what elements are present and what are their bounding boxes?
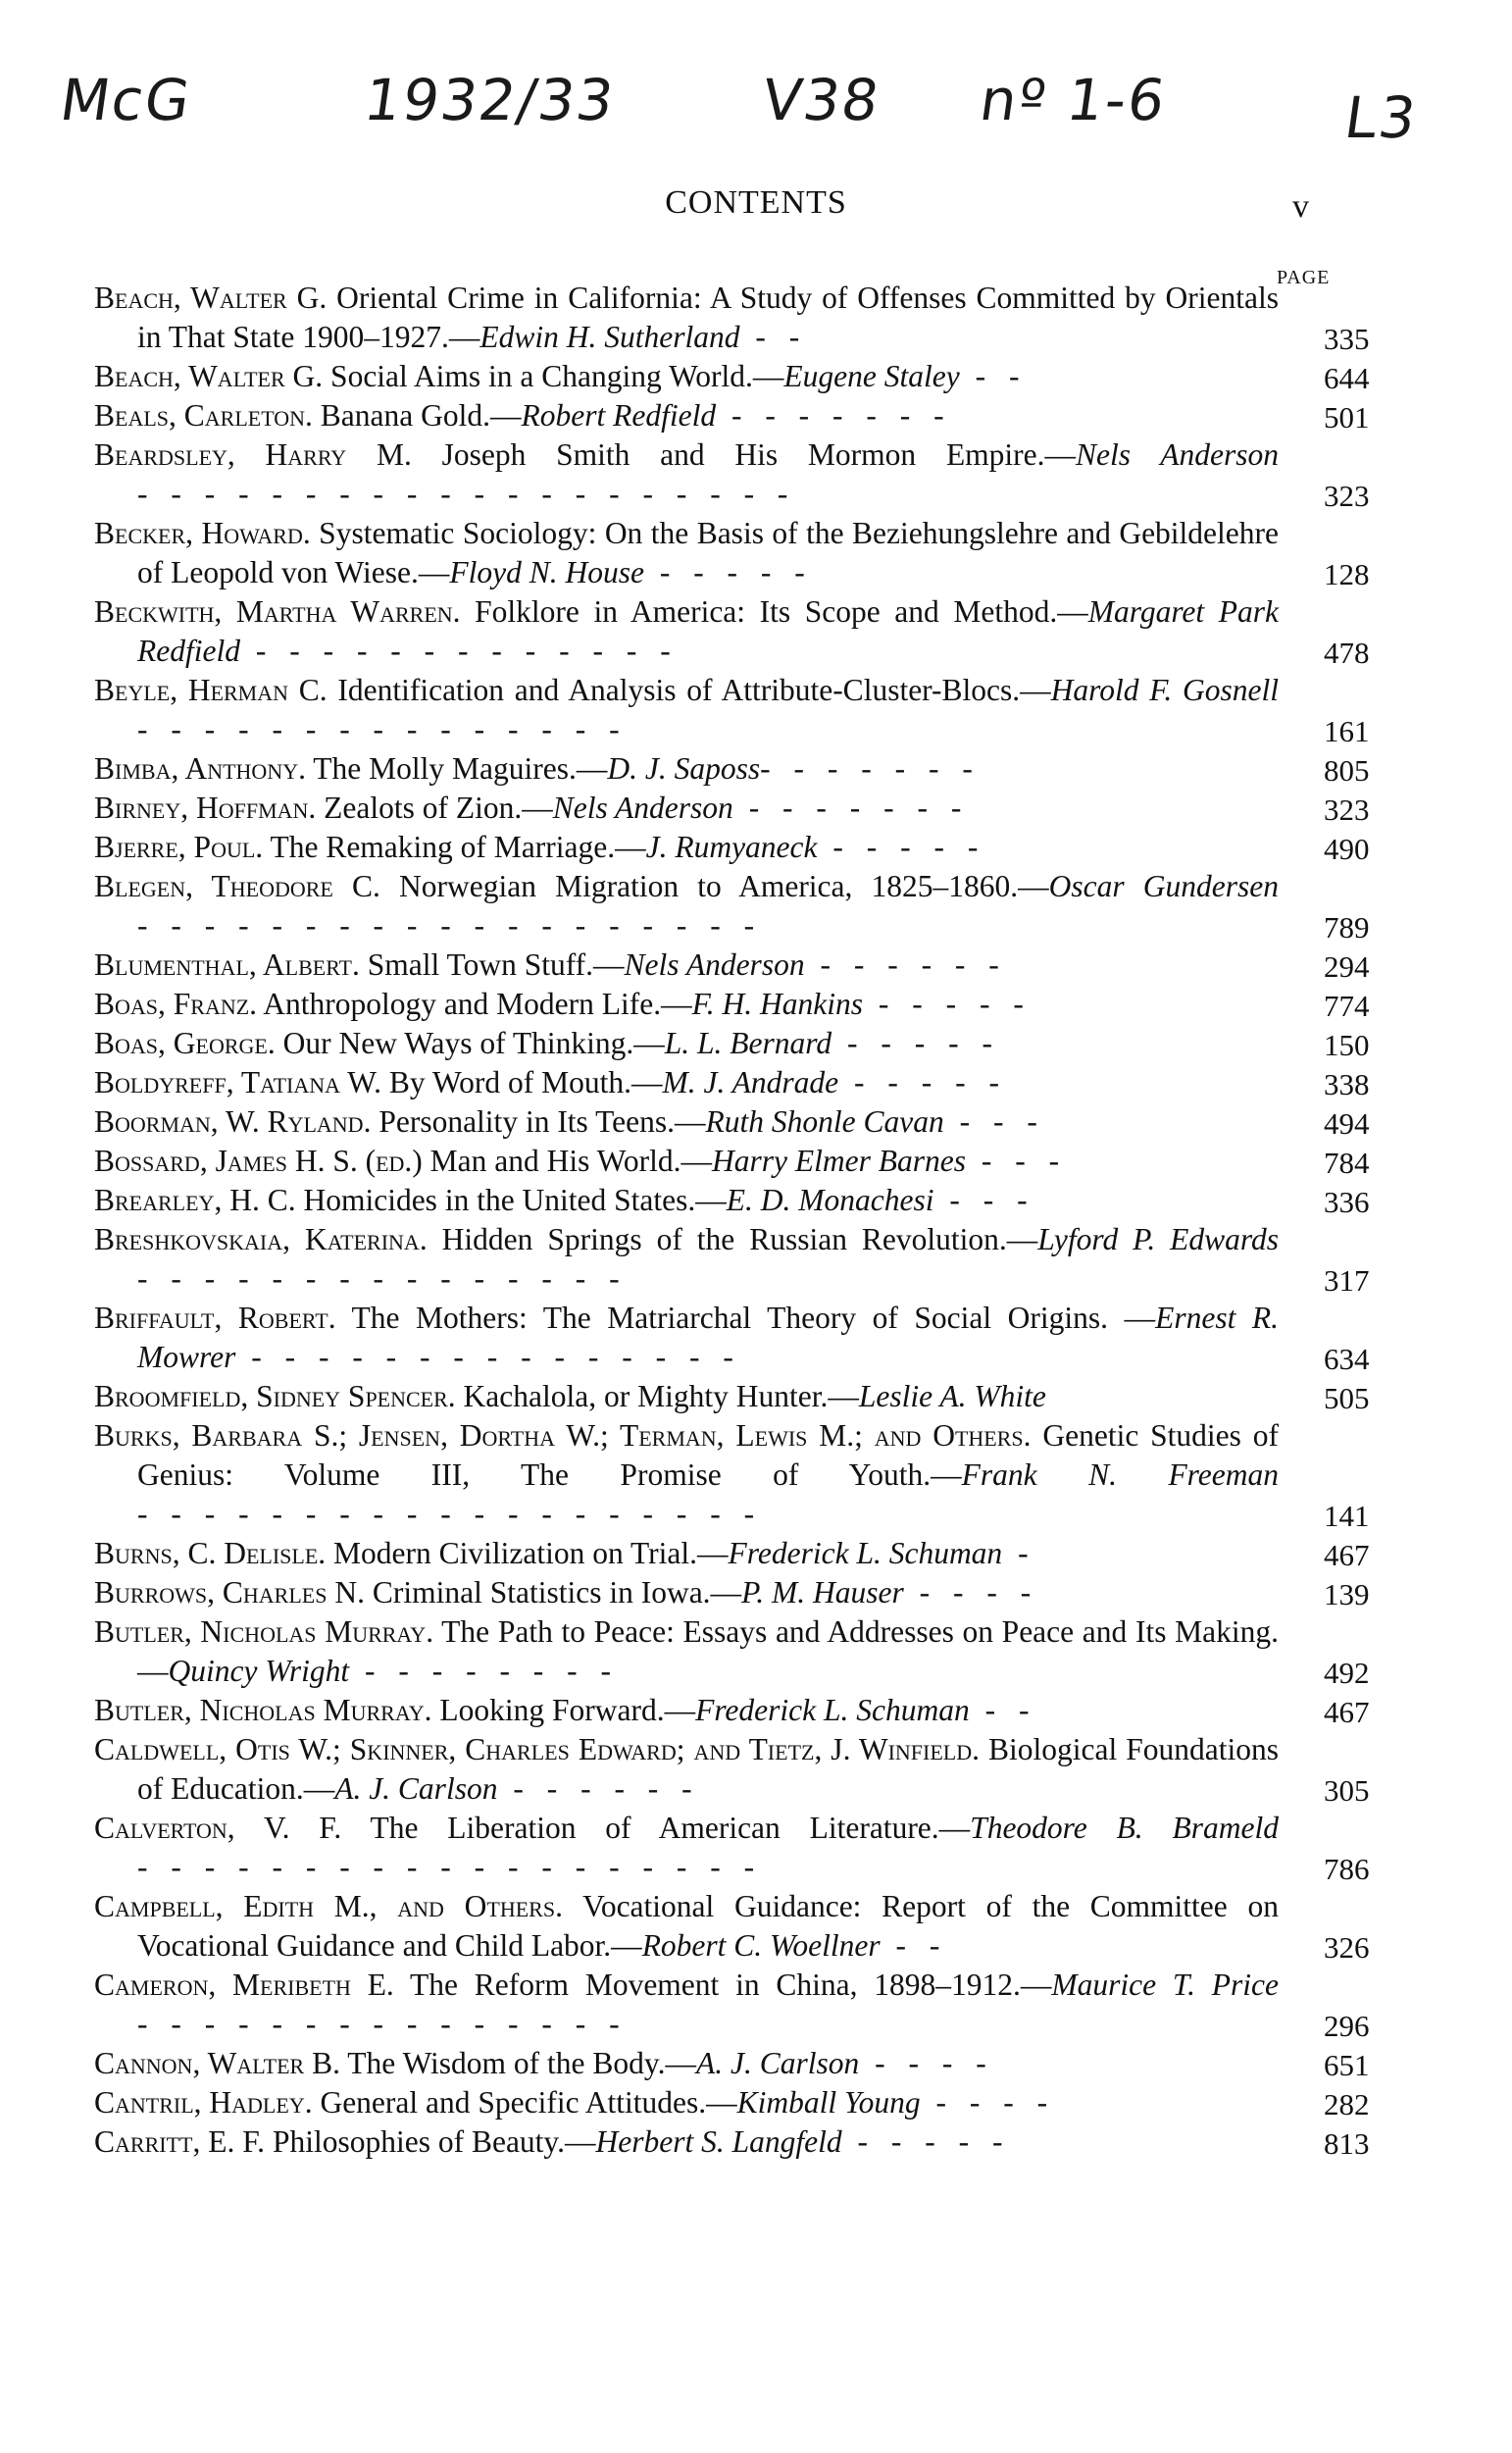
dot-leader: - - - - - <box>838 1065 1007 1099</box>
dot-leader: - - - - - - <box>497 1771 700 1806</box>
entry-title: Joseph Smith and His Mormon Empire.— <box>411 437 1077 472</box>
contents-entry <box>94 1887 1388 1966</box>
entry-text <box>94 749 1279 789</box>
entry-title: Our New Ways of Thinking.— <box>275 1026 665 1060</box>
dot-leader: - - - - - - - <box>716 398 952 433</box>
entry-title: The Mothers: The Matriarchal Theory of Social Origins. — <box>335 1301 1156 1335</box>
entry-page-number: 494 <box>1324 1106 1370 1141</box>
entry-page-number: 784 <box>1324 1146 1370 1180</box>
dot-leader: - - - - <box>920 2085 1056 2120</box>
handwritten-annotation: McG <box>56 67 196 133</box>
contents-entry <box>94 1181 1388 1220</box>
entry-author: Bimba, Anthony. <box>94 751 306 786</box>
entry-page-number: 305 <box>1324 1773 1370 1808</box>
entry-text <box>94 357 1279 396</box>
entry-text <box>94 2083 1279 2122</box>
contents-entry <box>94 396 1388 435</box>
entry-title: Personality in Its Teens.— <box>371 1104 706 1139</box>
entry-reviewer: Lyford P. Edwards <box>1037 1222 1280 1256</box>
entry-author: Brearley, H. C. <box>94 1183 296 1217</box>
entry-reviewer: E. D. Monachesi <box>726 1183 934 1217</box>
entry-author: Breshkovskaia, Katerina. <box>94 1222 428 1256</box>
entry-text <box>94 789 1279 828</box>
entry-text <box>94 396 1279 435</box>
entry-text <box>94 2122 1279 2162</box>
entry-title: By Word of Mouth.— <box>381 1065 663 1099</box>
entry-text <box>94 1416 1279 1534</box>
contents-entry <box>94 2122 1388 2162</box>
entry-author: Boldyreff, Tatiana W. <box>94 1065 382 1099</box>
dot-leader: - - - <box>966 1144 1068 1178</box>
entry-reviewer: Eugene Staley <box>783 359 960 393</box>
handwritten-annotation: L3 <box>1340 84 1422 151</box>
entry-page-number: 634 <box>1324 1342 1370 1376</box>
entry-text <box>94 1220 1279 1299</box>
entry-author: Boas, George. <box>94 1026 276 1060</box>
entry-page-number: 326 <box>1324 1930 1370 1965</box>
dot-leader: - - - - - - - - - - - - - <box>239 634 679 668</box>
entry-title: Hidden Springs of the Russian Revolution.— <box>427 1222 1038 1256</box>
entry-author: Burrows, Charles N. <box>94 1575 365 1610</box>
entry-author: Beyle, Herman C. <box>94 673 328 707</box>
contents-entry <box>94 1102 1388 1142</box>
dot-leader: - - - <box>943 1104 1045 1139</box>
entry-author: Burns, C. Delisle. <box>94 1536 327 1570</box>
entry-text <box>94 435 1279 514</box>
handwritten-annotation: V38 <box>758 67 885 133</box>
folio-number: v <box>1292 188 1309 225</box>
entry-text <box>94 514 1279 592</box>
entry-reviewer: Maurice T. Price <box>1051 1968 1279 2002</box>
entry-reviewer: Nels Anderson <box>1076 437 1279 472</box>
entry-text <box>94 867 1279 945</box>
entry-author: Cannon, Walter B. <box>94 2046 340 2080</box>
contents-entry <box>94 1416 1388 1534</box>
entry-reviewer: A. J. Carlson <box>696 2046 860 2080</box>
entry-reviewer: Ernest R. Mowrer <box>137 1301 1280 1374</box>
entry-page-number: 467 <box>1324 1538 1370 1572</box>
entry-author: Bossard, James H. S. (ed.) <box>94 1144 423 1178</box>
dot-leader: - - - - - <box>841 2124 1011 2159</box>
entry-text <box>94 671 1279 749</box>
entry-text <box>94 1573 1279 1612</box>
entry-page-number: 490 <box>1324 832 1370 866</box>
dot-leader: - - - - - - - - - - - - - - - <box>137 712 628 746</box>
contents-entry <box>94 1612 1388 1691</box>
dot-leader: - - - - - - - - - - - - - - - <box>137 1261 628 1296</box>
entry-page-number: 161 <box>1324 714 1370 748</box>
entry-reviewer: Harold F. Gosnell <box>1050 673 1280 707</box>
contents-entry <box>94 1691 1388 1730</box>
entry-author: Blegen, Theodore C. <box>94 869 380 903</box>
entry-title: Folklore in America: Its Scope and Method.— <box>460 594 1088 629</box>
entry-text <box>94 828 1279 867</box>
entry-page-number: 774 <box>1324 989 1370 1023</box>
entry-page-number: 644 <box>1324 361 1370 395</box>
entry-title: The Wisdom of the Body.— <box>339 2046 696 2080</box>
contents-entry <box>94 2083 1388 2122</box>
entry-author: Campbell, Edith M., and Others. <box>94 1889 563 1923</box>
entry-reviewer: Frank N. Freeman <box>961 1457 1279 1492</box>
entry-title: Norwegian Migration to America, 1825–1860.— <box>379 869 1049 903</box>
contents-entry <box>94 1220 1388 1299</box>
entry-author: Caldwell, Otis W.; Skinner, Charles Edward; and Tietz, J. Winfield. <box>94 1732 981 1766</box>
entry-reviewer: M. J. Andrade <box>662 1065 839 1099</box>
entry-page-number: 150 <box>1324 1028 1370 1062</box>
entry-title: Genetic Studies of Genius: Volume III, The Promise of Youth.— <box>137 1418 1279 1492</box>
entry-reviewer: J. Rumyaneck <box>645 830 818 864</box>
entry-reviewer: Ruth Shonle Cavan <box>705 1104 944 1139</box>
entry-title: Banana Gold.— <box>312 398 522 433</box>
dot-leader: - - - - - - - - - - - - - - - <box>137 2007 628 2041</box>
entry-title: Oriental Crime in California: A Study of Offenses Committed by Orientals in That State 1900–1927.— <box>137 281 1279 354</box>
contents-entry <box>94 279 1388 357</box>
entry-text <box>94 1299 1279 1377</box>
entry-title: Small Town Stuff.— <box>359 947 625 982</box>
entry-reviewer: Quincy Wright <box>168 1654 350 1688</box>
dot-leader: - - - - - - - - - - - - - - - - - - - <box>137 908 763 943</box>
contents-entry <box>94 789 1388 828</box>
entry-author: Blumenthal, Albert. <box>94 947 360 982</box>
entry-text <box>94 1887 1279 1966</box>
contents-entry <box>94 671 1388 749</box>
entry-author: Calverton, V. F. <box>94 1811 342 1845</box>
entry-title: Identification and Analysis of Attribute-Cluster-Blocs.— <box>327 673 1051 707</box>
entry-reviewer: Frederick L. Schuman <box>728 1536 1003 1570</box>
entry-title: General and Specific Attitudes.— <box>312 2085 737 2120</box>
entry-reviewer: P. M. Hauser <box>741 1575 904 1610</box>
contents-entry <box>94 592 1388 671</box>
entry-author: Beckwith, Martha Warren. <box>94 594 461 629</box>
entry-title: Criminal Statistics in Iowa.— <box>364 1575 742 1610</box>
entry-author: Birney, Hoffman. <box>94 791 317 825</box>
entry-author: Butler, Nicholas Murray. <box>94 1614 434 1649</box>
entry-text <box>94 945 1279 985</box>
entry-reviewer: F. H. Hankins <box>691 987 864 1021</box>
dot-leader: - - - - - - - - <box>349 1654 620 1688</box>
dot-leader: - - - <box>933 1183 1035 1217</box>
dot-leader: - - - - - - <box>804 947 1007 982</box>
entry-reviewer: Oscar Gundersen <box>1048 869 1279 903</box>
entry-reviewer: Leslie A. White <box>858 1379 1046 1413</box>
entry-text <box>94 1966 1279 2044</box>
entry-reviewer: D. J. Saposs <box>607 751 761 786</box>
entry-title: The Molly Maguires.— <box>305 751 608 786</box>
entry-title: Biological Foundations of Education.— <box>137 1732 1279 1806</box>
entry-page-number: 786 <box>1324 1852 1370 1886</box>
contents-entry <box>94 749 1388 789</box>
contents-entry <box>94 1534 1388 1573</box>
dot-leader: - - - - - - - <box>760 751 981 786</box>
entry-title: Zealots of Zion.— <box>316 791 553 825</box>
entry-page-number: 505 <box>1324 1381 1370 1415</box>
entry-text <box>94 985 1279 1024</box>
dot-leader: - - <box>739 320 808 354</box>
dot-leader: - - - - - - - - - - - - - - - - - - - <box>137 1497 763 1531</box>
dot-leader: - - <box>969 1693 1037 1727</box>
dot-leader: - - - - <box>859 2046 994 2080</box>
entry-title: Looking Forward.— <box>431 1693 696 1727</box>
dot-leader: - - - - - <box>643 555 813 589</box>
entry-text <box>94 1024 1279 1063</box>
entry-page-number: 323 <box>1324 792 1370 827</box>
entry-title: Homicides in the United States.— <box>295 1183 727 1217</box>
entry-page-number: 501 <box>1324 400 1370 434</box>
entry-reviewer: Harry Elmer Barnes <box>712 1144 966 1178</box>
entry-text <box>94 279 1279 357</box>
entry-text <box>94 1063 1279 1102</box>
entry-text <box>94 1809 1279 1887</box>
entry-title: Anthropology and Modern Life.— <box>257 987 692 1021</box>
entry-reviewer: Nels Anderson <box>624 947 805 982</box>
dot-leader: - - - - - - - - - - - - - - - <box>235 1340 741 1374</box>
contents-entry <box>94 1024 1388 1063</box>
entry-author: Becker, Howard. <box>94 516 311 550</box>
contents-entry <box>94 2044 1388 2083</box>
contents-list <box>94 279 1388 2162</box>
contents-entry <box>94 1299 1388 1377</box>
entry-author: Beals, Carleton. <box>94 398 313 433</box>
contents-entry <box>94 867 1388 945</box>
dot-leader: - - - - - <box>832 1026 1000 1060</box>
entry-text <box>94 1691 1279 1730</box>
entry-page-number: 805 <box>1324 753 1370 788</box>
contents-entry <box>94 1573 1388 1612</box>
entry-title: The Remaking of Marriage.— <box>263 830 646 864</box>
entry-author: Boorman, W. Ryland. <box>94 1104 372 1139</box>
entry-title: Social Aims in a Changing World.— <box>323 359 784 393</box>
entry-reviewer: Margaret Park Redfield <box>137 594 1279 668</box>
contents-entry <box>94 514 1388 592</box>
entry-reviewer: Nels Anderson <box>552 791 733 825</box>
entry-page-number: 336 <box>1324 1185 1370 1219</box>
entry-author: Briffault, Robert. <box>94 1301 336 1335</box>
entry-title: Man and His World.— <box>422 1144 713 1178</box>
dot-leader: - - <box>880 1928 948 1963</box>
dot-leader: - - - - - - - - - - - - - - - - - - - - <box>137 477 796 511</box>
dot-leader: - - <box>959 359 1028 393</box>
entry-title: Modern Civilization on Trial.— <box>326 1536 729 1570</box>
entry-reviewer: L. L. Bernard <box>664 1026 832 1060</box>
entry-text <box>94 1377 1279 1416</box>
entry-title: Systematic Sociology: On the Basis of the Beziehungslehre and Gebildelehre of Leopold von Wiese.— <box>137 516 1279 589</box>
entry-page-number: 651 <box>1324 2048 1370 2082</box>
contents-entry <box>94 1377 1388 1416</box>
entry-reviewer: Herbert S. Langfeld <box>595 2124 842 2159</box>
contents-entry <box>94 1966 1388 2044</box>
contents-entry <box>94 1809 1388 1887</box>
entry-page-number: 813 <box>1324 2126 1370 2161</box>
entry-text <box>94 592 1279 671</box>
entry-title: Vocational Guidance: Report of the Committee on Vocational Guidance and Child Labor.— <box>137 1889 1279 1963</box>
dot-leader: - - - - - - - - - - - - - - - - - - - <box>137 1850 763 1884</box>
entry-page-number: 338 <box>1324 1067 1370 1101</box>
entry-page-number: 128 <box>1324 557 1370 591</box>
contents-entry <box>94 1063 1388 1102</box>
entry-text <box>94 1730 1279 1809</box>
contents-entry <box>94 1142 1388 1181</box>
entry-reviewer: Theodore B. Brameld <box>970 1811 1279 1845</box>
contents-entry <box>94 357 1388 396</box>
entry-author: Beach, Walter G. <box>94 359 324 393</box>
entry-text <box>94 1534 1279 1573</box>
entry-reviewer: Edwin H. Sutherland <box>479 320 740 354</box>
page-title: CONTENTS <box>665 184 847 221</box>
entry-page-number: 335 <box>1324 322 1370 356</box>
entry-page-number: 141 <box>1324 1499 1370 1533</box>
entry-author: Broomfield, Sidney Spencer. <box>94 1379 456 1413</box>
entry-title: The Reform Movement in China, 1898–1912.— <box>393 1968 1052 2002</box>
entry-author: Butler, Nicholas Murray. <box>94 1693 432 1727</box>
entry-text <box>94 1612 1279 1691</box>
handwritten-annotation: nº 1-6 <box>976 67 1172 133</box>
entry-reviewer: Robert Redfield <box>521 398 717 433</box>
entry-author: Cameron, Meribeth E. <box>94 1968 394 2002</box>
entry-reviewer: Floyd N. House <box>449 555 644 589</box>
dot-leader: - <box>1002 1536 1036 1570</box>
entry-title: Philosophies of Beauty.— <box>265 2124 596 2159</box>
entry-page-number: 789 <box>1324 910 1370 945</box>
dot-leader: - - - - - - - <box>732 791 970 825</box>
dot-leader: - - - - <box>903 1575 1039 1610</box>
entry-page-number: 478 <box>1324 636 1370 670</box>
entry-text <box>94 1102 1279 1142</box>
entry-text <box>94 2044 1279 2083</box>
contents-entry <box>94 435 1388 514</box>
contents-entry <box>94 1730 1388 1809</box>
entry-reviewer: Robert C. Woellner <box>641 1928 881 1963</box>
contents-entry <box>94 985 1388 1024</box>
contents-entry <box>94 945 1388 985</box>
handwritten-annotation: 1932/33 <box>360 67 620 133</box>
entry-page-number: 323 <box>1324 479 1370 513</box>
entry-reviewer: A. J. Carlson <box>334 1771 498 1806</box>
entry-author: Beardsley, Harry M. <box>94 437 412 472</box>
entry-page-number: 492 <box>1324 1656 1370 1690</box>
entry-page-number: 467 <box>1324 1695 1370 1729</box>
entry-title: The Path to Peace: Essays and Addresses on Peace and Its Making.— <box>137 1614 1279 1688</box>
entry-title: The Liberation of American Literature.— <box>341 1811 971 1845</box>
dot-leader: - - - - - <box>817 830 986 864</box>
page-column-label: PAGE <box>1277 267 1331 288</box>
entry-title: Kachalola, or Mighty Hunter.— <box>455 1379 859 1413</box>
entry-reviewer: Kimball Young <box>736 2085 921 2120</box>
entry-page-number: 139 <box>1324 1577 1370 1611</box>
entry-page-number: 317 <box>1324 1263 1370 1298</box>
entry-page-number: 296 <box>1324 2009 1370 2043</box>
entry-author: Cantril, Hadley. <box>94 2085 313 2120</box>
dot-leader: - - - - - <box>863 987 1032 1021</box>
entry-page-number: 282 <box>1324 2087 1370 2121</box>
entry-page-number: 294 <box>1324 949 1370 984</box>
entry-reviewer: Frederick L. Schuman <box>695 1693 970 1727</box>
entry-author: Boas, Franz. <box>94 987 258 1021</box>
entry-author: Beach, Walter G. <box>94 281 328 315</box>
entry-text <box>94 1142 1279 1181</box>
entry-author: Bjerre, Poul. <box>94 830 264 864</box>
entry-author: Burks, Barbara S.; Jensen, Dortha W.; Terman, Lewis M.; and Others. <box>94 1418 1032 1453</box>
contents-entry <box>94 828 1388 867</box>
entry-text <box>94 1181 1279 1220</box>
entry-author: Carritt, E. F. <box>94 2124 266 2159</box>
